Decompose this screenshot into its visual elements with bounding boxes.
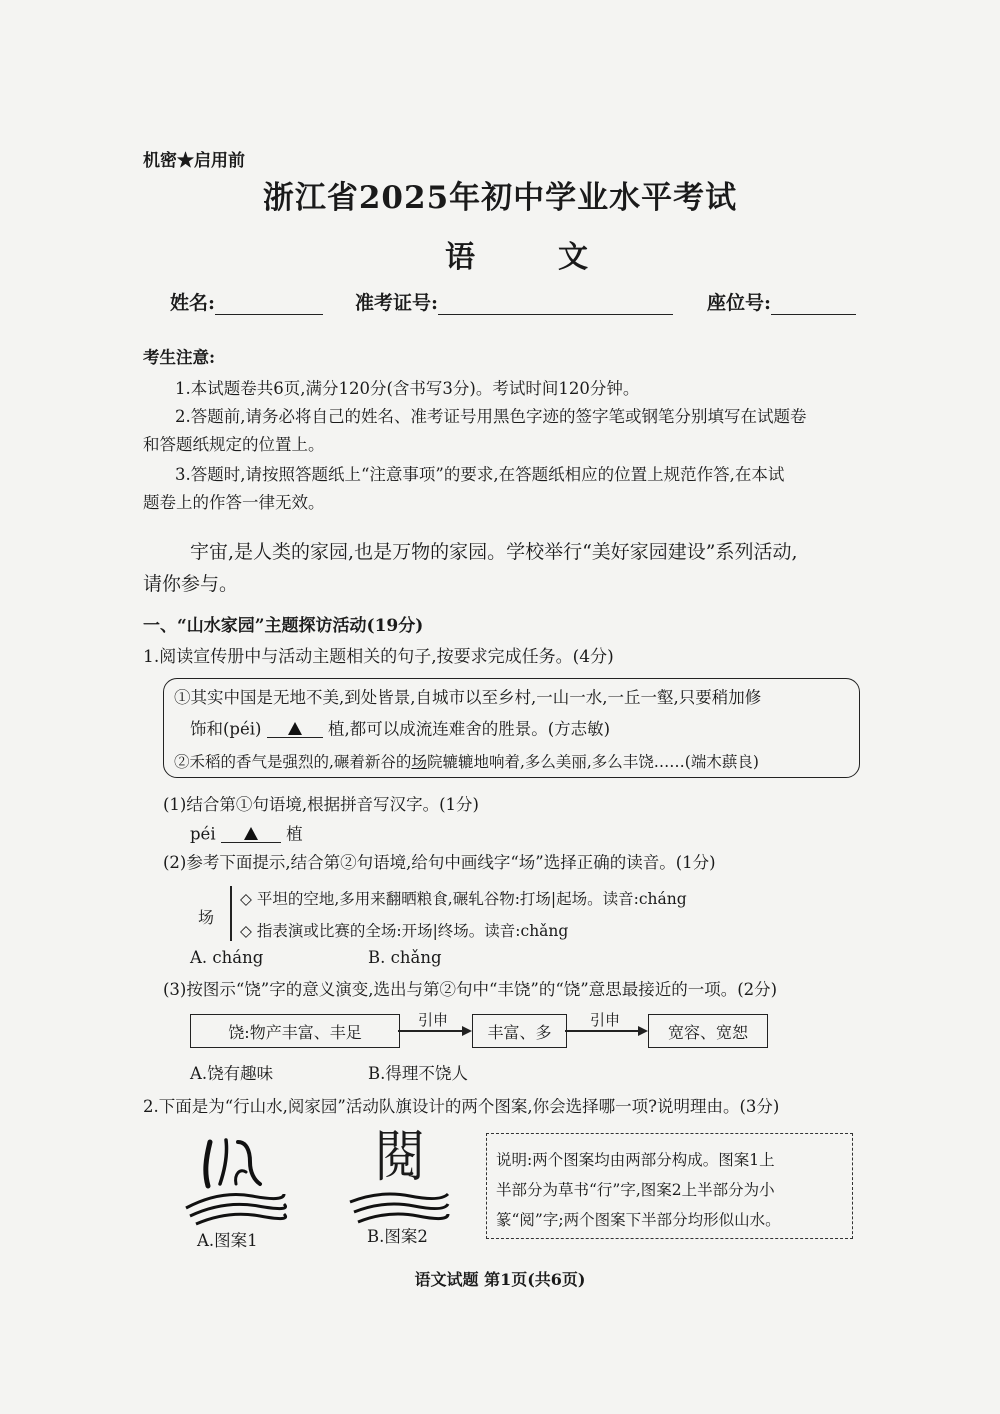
sub-question-1-blank[interactable] [221,826,281,843]
seat-blank[interactable] [771,296,856,315]
question-2-stem: 2.下面是为“行山水,阅家园”活动队旗设计的两个图案,你会选择哪一项?说明理由。(3分) [143,1097,780,1116]
name-label: 姓名: [170,292,216,314]
sub-question-3-stem: (3)按图示“饶”字的意义演变,选出与第②句中“丰饶”的“饶”意思最接近的一项。(2分) [163,980,778,999]
exam-id-blank[interactable] [438,296,673,315]
hint-bracket-line [230,886,232,941]
underlined-char: 场 [411,753,427,771]
sub-question-1-stem: (1)结合第①句语境,根据拼音写汉字。(1分) [163,795,479,814]
sub-question-2-stem: (2)参考下面提示,结合第②句语境,给句中画线字“场”选择正确的读音。(1分) [163,853,716,872]
quote-1-pinyin-prefix: 饰和(péi) [190,719,262,739]
intro-line-2: 请你参与。 [143,573,239,595]
notice-item-3-line-2: 题卷上的作答一律无效。 [143,493,325,512]
sub-question-2-option-b[interactable]: B. chǎng [368,948,442,967]
exam-id-label: 准考证号: [355,292,439,314]
quote-1-suffix: 植,都可以成流连难舍的胜景。(方志敏) [327,719,611,739]
explanation-line-1: 说明:两个图案均由两部分构成。图案1上 [496,1151,775,1169]
intro-line-1: 宇宙,是人类的家园,也是万物的家园。学校举行“美好家园建设”系列活动, [190,541,798,563]
subject-char-right: 文 [558,240,588,275]
sub-question-1-pinyin: péi [190,824,216,844]
pattern-2-glyph: 閱 [374,1125,426,1190]
sub-question-3-option-a[interactable]: A.饶有趣味 [190,1064,274,1083]
diagram-box-2: 丰富、多 [472,1014,567,1048]
hint-2: ◇ 指表演或比赛的全场:开场|终场。读音:chǎng [240,922,569,940]
sub-question-1-answer [190,826,303,843]
arrow-right-icon [638,1026,648,1036]
notice-item-2-line-1: 2.答题前,请务必将自己的姓名、准考证号用黑色字迹的签字笔或钢笔分别填写在试题卷 [175,407,807,426]
quote-1-blank[interactable] [267,721,323,738]
question-1-stem: 1.阅读宣传册中与活动主题相关的句子,按要求完成任务。(4分) [143,647,614,667]
notice-item-3-line-1: 3.答题时,请按照答题纸上“注意事项”的要求,在答题纸相应的位置上规范作答,在本试 [175,465,785,484]
diagram-arrow-1-line [398,1030,462,1032]
diagram-arrow-2-line [565,1030,638,1032]
pattern-2-waves-image [344,1188,454,1228]
notice-heading: 考生注意: [143,348,216,367]
arrow-right-icon [462,1026,472,1036]
sub-question-2-option-a[interactable]: A. cháng [190,948,264,967]
hint-1: ◇ 平坦的空地,多用来翻晒粮食,碾轧谷物:打场|起场。读音:cháng [240,890,687,908]
notice-item-1: 1.本试题卷共6页,满分120分(含书写3分)。考试时间120分钟。 [175,379,640,398]
exam-id-field[interactable] [355,288,673,315]
name-field[interactable] [170,288,323,315]
exam-title: 浙江省2025年初中学业水平考试 [262,180,738,216]
name-blank[interactable] [215,296,323,315]
diagram-box-1: 饶:物产丰富、丰足 [190,1014,400,1048]
seat-field[interactable] [707,288,856,315]
triangle-marker-icon [244,827,258,840]
pattern-1-image [180,1128,290,1228]
notice-item-2-line-2: 和答题纸规定的位置上。 [143,435,325,454]
diagram-arrow-2-label: 引申 [590,1011,621,1029]
quote-1-line-2 [190,721,610,738]
diagram-arrow-1-label: 引申 [418,1011,449,1029]
triangle-marker-icon [288,722,302,735]
sub-question-3-option-b[interactable]: B.得理不饶人 [368,1064,468,1083]
quote-2-part-b: 院辘辘地响着,多么美丽,多么丰饶……(端木蕻良) [426,753,759,771]
confidential-label: 机密★启用前 [143,151,245,171]
explanation-line-3: 篆“阅”字;两个图案下半部分均形似山水。 [496,1211,781,1229]
hint-char: 场 [198,908,215,927]
quote-1-line-1: ①其实中国是无地不美,到处皆景,自城市以至乡村,一山一水,一丘一壑,只要稍加修 [174,688,762,707]
diagram-box-3: 宽容、宽恕 [648,1014,768,1048]
explanation-line-2: 半部分为草书“行”字,图案2上半部分为小 [496,1181,775,1199]
quote-2-part-a: ②禾稻的香气是强烈的,碾着新谷的 [174,753,412,771]
pattern-2-caption[interactable]: B.图案2 [367,1227,428,1246]
seat-label: 座位号: [707,292,772,314]
quote-2 [174,750,759,772]
section-1-heading: 一、“山水家园”主题探访活动(19分) [143,616,424,636]
subject-char-left: 语 [445,240,475,275]
page-footer: 语文试题 第1页(共6页) [414,1270,586,1289]
sub-question-1-suffix: 植 [286,824,303,844]
pattern-1-caption[interactable]: A.图案1 [197,1231,258,1250]
